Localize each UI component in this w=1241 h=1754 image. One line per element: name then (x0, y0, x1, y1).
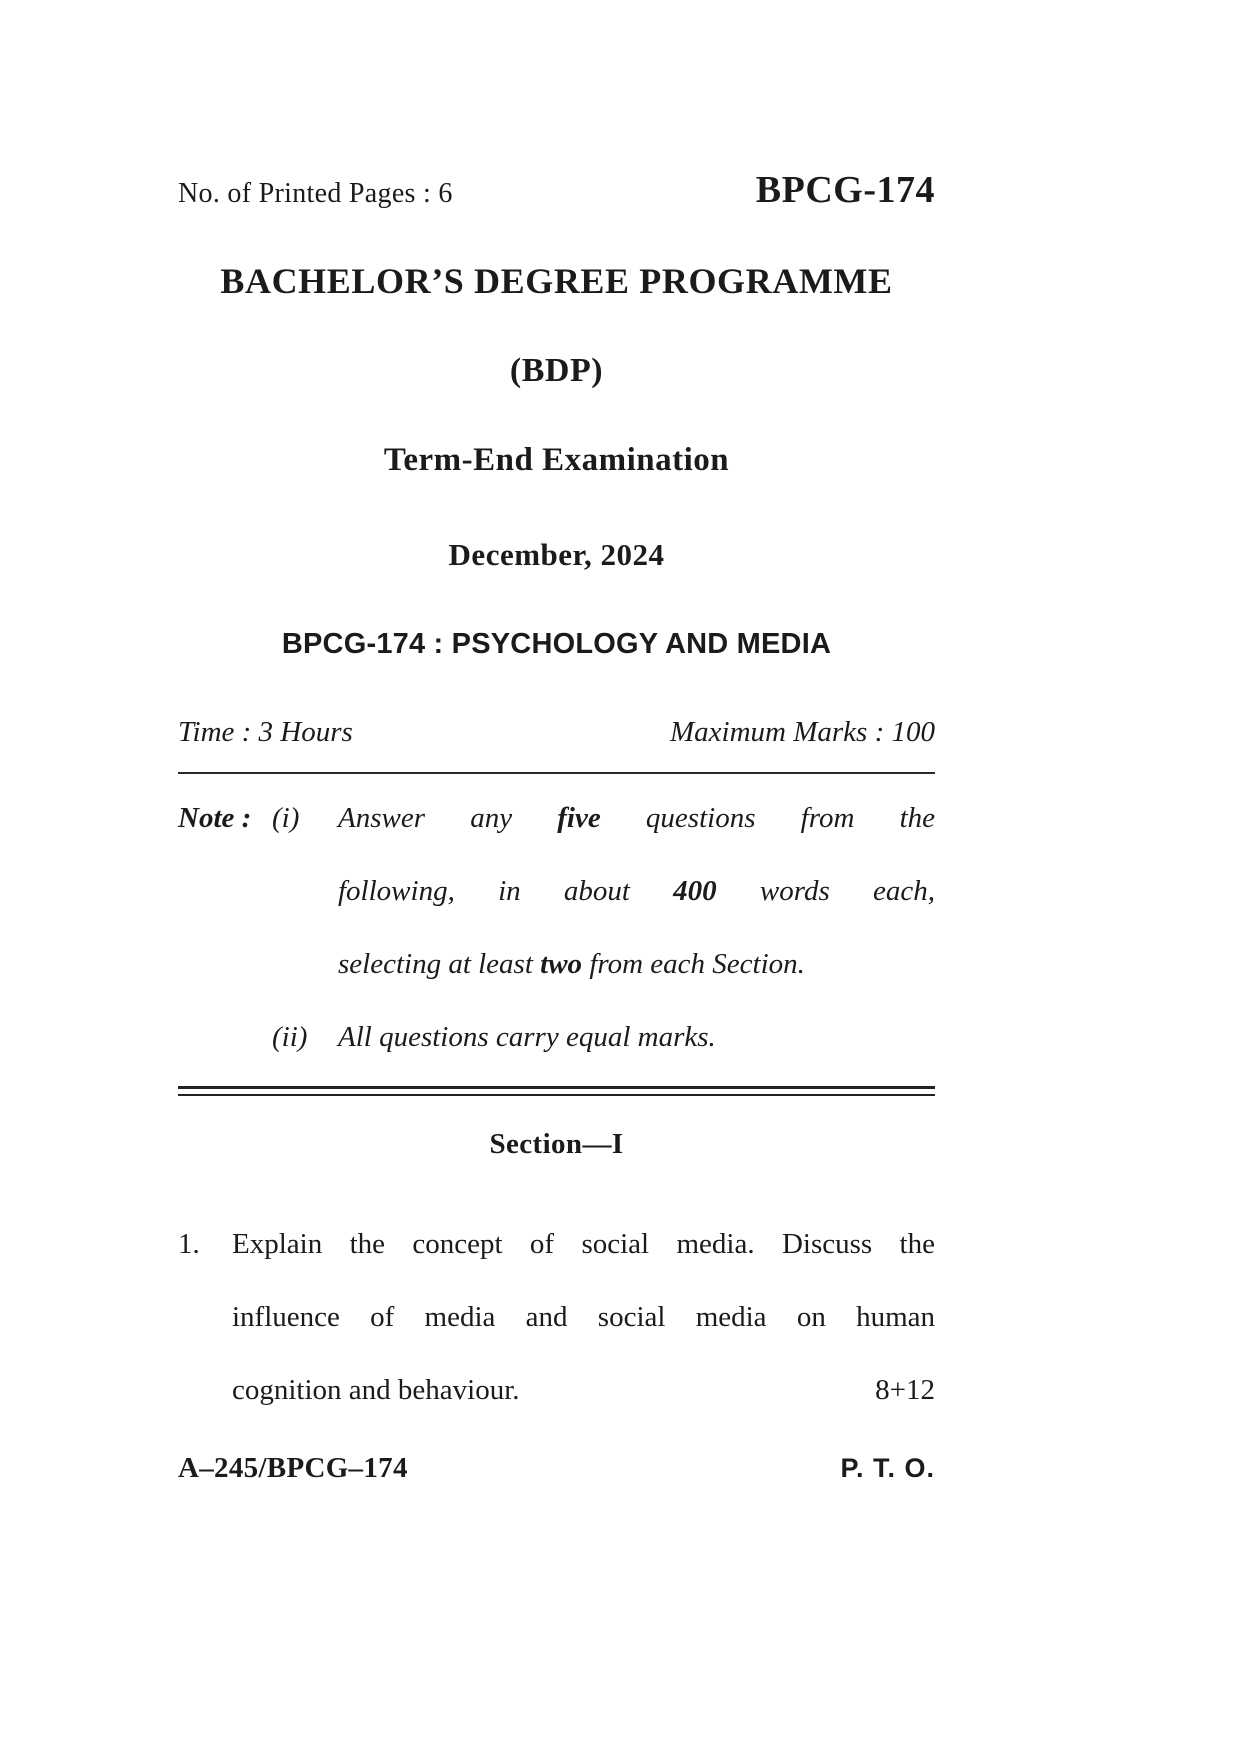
question-line: cognition and behaviour. (232, 1374, 520, 1406)
paper-code: BPCG-174 (755, 169, 935, 211)
text-segment: words each, (716, 875, 935, 907)
question-body (232, 1224, 935, 1410)
printed-pages-count: No. of Printed Pages : 6 (178, 178, 453, 209)
note-label: Note : (178, 802, 252, 834)
question-1 (178, 1224, 935, 1410)
question-line: influence of media and social media on human (232, 1301, 935, 1333)
note-label-cell (178, 871, 338, 911)
note-text-line (338, 798, 935, 838)
text-segment-bold: 400 (673, 875, 717, 907)
footer-paper-code: A–245/BPCG–174 (178, 1452, 408, 1484)
note-item-marker: (ii) (272, 1021, 308, 1053)
text-segment: selecting at least (338, 948, 541, 980)
text-segment: from each Section. (582, 948, 805, 980)
note-label-cell (178, 944, 338, 984)
text-segment-bold: five (557, 802, 601, 834)
note-text-line (338, 871, 935, 911)
maximum-marks: Maximum Marks : 100 (670, 716, 935, 748)
text-segment: Answer any (338, 802, 558, 834)
question-line: Explain the concept of social media. Discuss the (232, 1228, 935, 1260)
note-line (178, 944, 935, 984)
exam-date: December, 2024 (448, 537, 665, 572)
question-marks: 8+12 (875, 1374, 935, 1406)
text-segment: following, in about (338, 875, 674, 907)
exam-title: Term-End Examination (383, 442, 730, 478)
note-text-line (338, 1017, 935, 1057)
note-line (178, 871, 935, 911)
course-title: BPCG-174 : PSYCHOLOGY AND MEDIA (281, 628, 832, 660)
note-line (178, 798, 935, 838)
note-line (178, 1017, 935, 1057)
note-text-line (338, 944, 935, 984)
note-item-marker: (i) (272, 802, 300, 834)
text-segment: questions from the (600, 802, 936, 834)
question-number: 1. (178, 1228, 200, 1260)
section-title: Section—I (489, 1128, 624, 1160)
page-header-row (178, 168, 935, 212)
question-last-line (232, 1370, 935, 1410)
note-label-cell (178, 1017, 338, 1057)
page-footer (178, 1452, 935, 1485)
time-marks-row (178, 716, 935, 749)
double-horizontal-rule (178, 1086, 935, 1096)
text-segment-bold: two (540, 948, 583, 980)
note-label-cell (178, 798, 338, 838)
horizontal-rule (178, 772, 935, 774)
programme-abbreviation: (BDP) (509, 352, 604, 389)
programme-title: BACHELOR’S DEGREE PROGRAMME (220, 261, 893, 301)
time-allowed: Time : 3 Hours (178, 716, 353, 748)
footer-pto: P. T. O. (840, 1453, 935, 1483)
text-segment: All questions carry equal marks. (338, 1021, 716, 1053)
note-block (178, 798, 935, 1090)
question-row (178, 1224, 935, 1410)
